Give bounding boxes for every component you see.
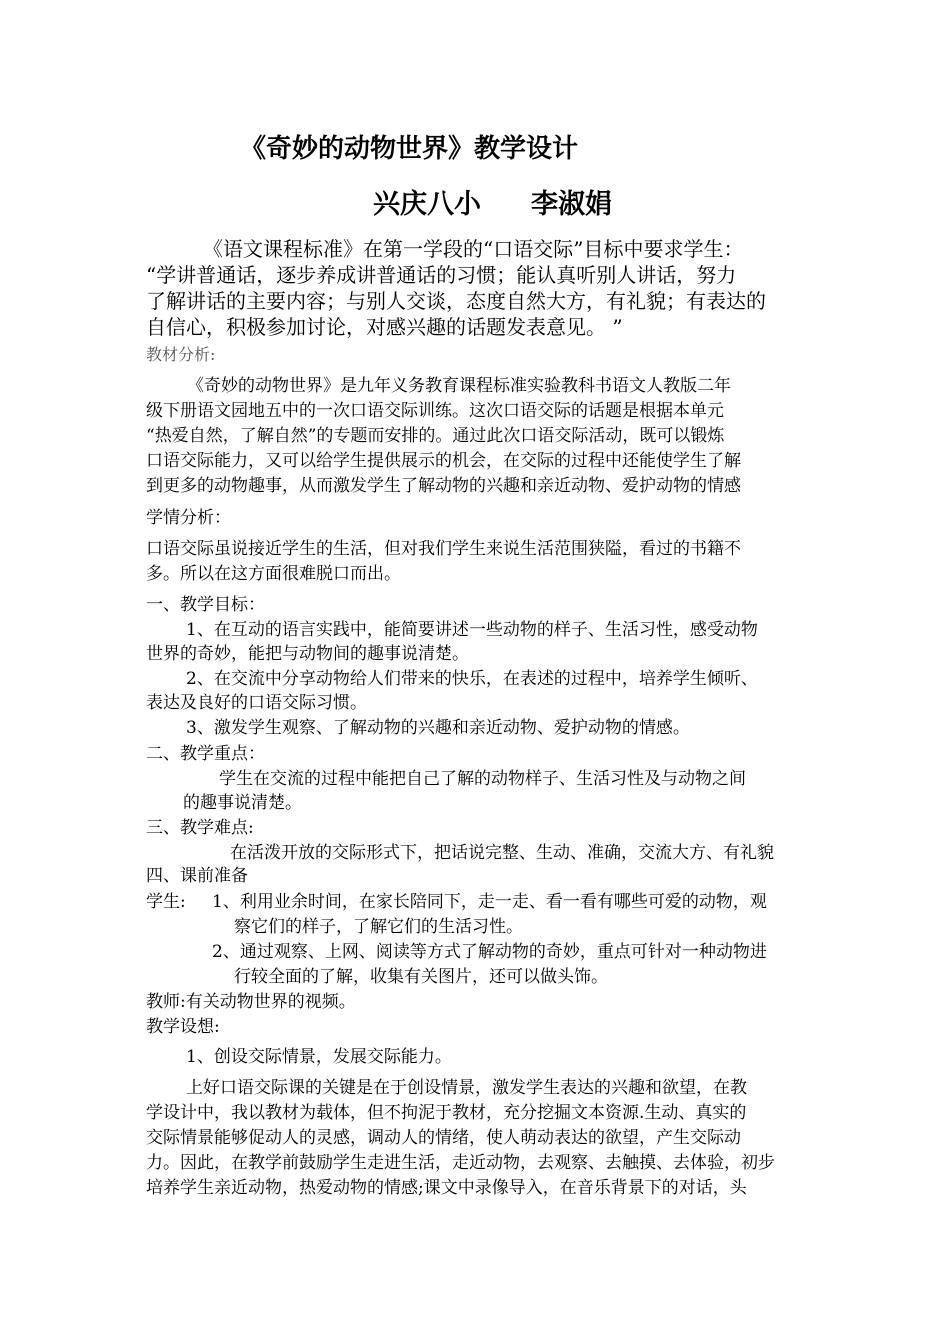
- goals-heading: 一、教学目标：: [146, 595, 265, 615]
- idea-line: 力。因此，在教学前鼓励学生走进生活，走近动物，去观察、去触摸、去体验，初步: [146, 1153, 775, 1173]
- goal-line: 世界的奇妙，能把与动物间的趣事说清楚。: [146, 644, 469, 664]
- situation-line: 多。所以在这方面很难脱口而出。: [146, 564, 401, 584]
- key-line: 学生在交流的过程中能把自己了解的动物样子、生活习性及与动物之间: [219, 769, 746, 789]
- material-line: 《奇妙的动物世界》是九年义务教育课程标准实验教科书语文人教版二年: [187, 376, 731, 396]
- document-title: 《奇妙的动物世界》教学设计: [240, 134, 579, 164]
- idea-line: 上好口语交际课的关键是在于创设情景，激发学生表达的兴趣和欲望，在教: [186, 1078, 747, 1098]
- prep-heading: 四、课前准备: [146, 866, 248, 886]
- prep-student-line: 2、通过观察、上网、阅读等方式了解动物的奇妙，重点可针对一种动物进: [212, 942, 767, 962]
- prep-student-line: 行较全面的了解，收集有关图片，还可以做头饰。: [234, 967, 608, 987]
- key-line: 的趣事说清楚。: [183, 793, 302, 813]
- difficulty-heading: 三、教学难点:: [146, 818, 254, 838]
- standard-line: 了解讲话的主要内容；与别人交谈，态度自然大方，有礼貌；有表达的: [146, 289, 766, 313]
- situation-heading: 学情分析：: [146, 508, 231, 528]
- material-line: 级下册语文园地五中的一次口语交际训练。这次口语交际的话题是根据本单元: [146, 401, 724, 421]
- idea-line: 学设计中，我以教材为载体，但不拘泥于教材，充分挖掘文本资源.生动、真实的: [146, 1103, 747, 1123]
- prep-teacher: 教师:有关动物世界的视频。: [146, 992, 356, 1012]
- goal-line: 表达及良好的口语交际习惯。: [146, 693, 367, 713]
- material-line: 口语交际能力，又可以给学生提供展示的机会，在交际的过程中还能使学生了解: [146, 451, 741, 471]
- difficulty-text: 在活泼开放的交际形式下，把话说完整、生动、准确，交流大方、有礼貌: [230, 843, 774, 863]
- prep-student-line: 1、利用业余时间，在家长陪同下，走一走、看一看有哪些可爱的动物，观: [212, 892, 767, 912]
- standard-line: 《语文课程标准》在第一学段的“口语交际”目标中要求学生：: [203, 237, 744, 261]
- idea-line: 交际情景能够促动人的灵感，调动人的情绪，使人萌动表达的欲望，产生交际动: [146, 1128, 741, 1148]
- idea-item: 1、创设交际情景，发展交际能力。: [186, 1047, 452, 1067]
- author-name: 李淑娟: [531, 189, 612, 220]
- material-heading: 教材分析:: [146, 345, 216, 364]
- key-heading: 二、教学重点：: [146, 744, 265, 764]
- material-line: “热爱自然，了解自然”的专题而安排的。通过此次口语交际活动，既可以锻炼: [146, 426, 725, 446]
- goal-line: 2、在交流中分享动物给人们带来的快乐，在表述的过程中，培养学生倾听、: [186, 669, 758, 689]
- standard-line: “学讲普通话，逐步养成讲普通话的习惯；能认真听别人讲话，努力: [146, 263, 737, 287]
- material-line: 到更多的动物趣事，从而激发学生了解动物的兴趣和亲近动物、爱护动物的情感: [146, 476, 741, 496]
- situation-line: 口语交际虽说接近学生的生活，但对我们学生来说生活范围狭隘，看过的书籍不: [146, 539, 741, 559]
- author-school: 兴庆八小: [373, 189, 481, 220]
- prep-student-line: 察它们的样子，了解它们的生活习性。: [234, 917, 523, 937]
- standard-line: 自信心，积极参加讨论，对感兴趣的话题发表意见。 ”: [146, 315, 623, 339]
- idea-line: 培养学生亲近动物，热爱动物的情感;课文中录像导入，在音乐背景下的对话，头: [146, 1178, 747, 1198]
- idea-heading: 教学设想:: [146, 1017, 220, 1037]
- goal-line: 3、激发学生观察、了解动物的兴趣和亲近动物、爱护动物的情感。: [186, 718, 690, 738]
- goal-line: 1、在互动的语言实践中，能简要讲述一些动物的样子、生活习性，感受动物: [186, 620, 758, 640]
- prep-student-label: 学生:: [146, 892, 186, 912]
